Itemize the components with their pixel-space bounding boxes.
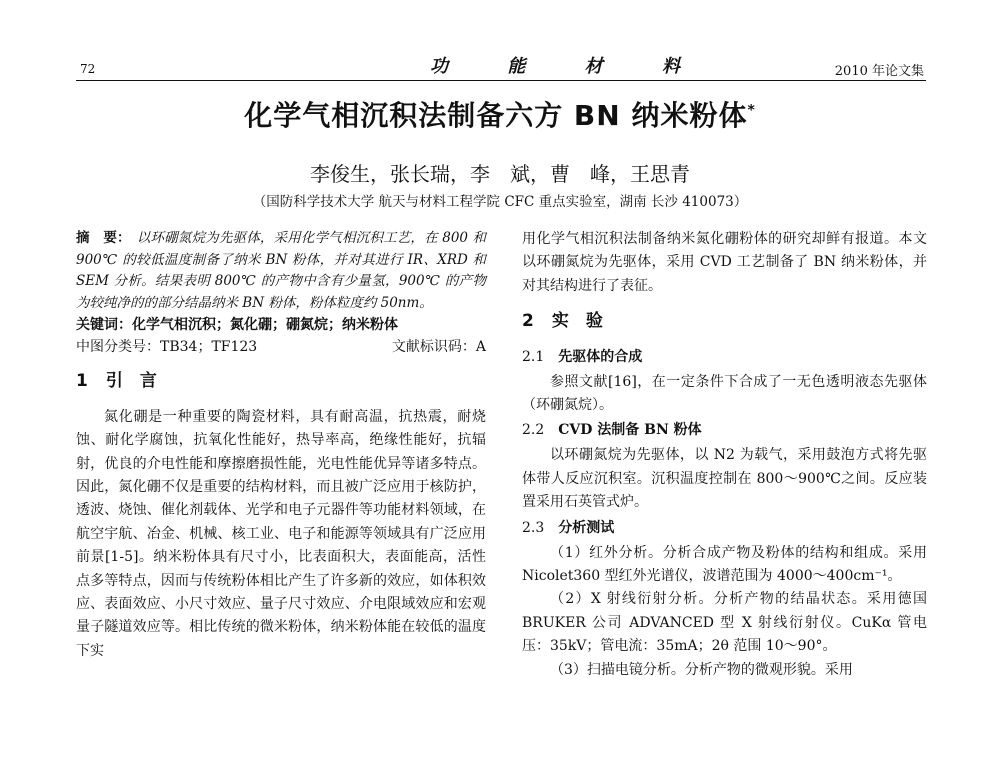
analysis-paragraph-sem: （3）扫描电镜分析。分析产物的微观形貌。采用: [550, 661, 853, 678]
analysis-paragraph-xrd: （2）X 射线衍射分析。分析产物的结晶状态。采用德国 BRUKER 公司 ADVANCED 型 X 射线衍射仪。CuKα 管电压：35kV；管电流：35mA；2θ 范围 10～90°。: [522, 591, 927, 655]
abstract-label: 摘 要：: [76, 230, 131, 246]
subsection-paragraph: 以环硼氮烷为先驱体，以 N2 为载气，采用鼓泡方式将先驱体带人反应沉积室。沉积温度控制在 800～900℃之间。反应装置采用石英管式炉。: [522, 447, 927, 511]
journal-name: [430, 52, 680, 78]
journal-char: 功: [430, 56, 448, 77]
title-footnote-mark: *: [747, 102, 756, 119]
subsection-heading: [522, 517, 927, 540]
subsection-paragraph: 参照文献[16]，在一定条件下合成了一无色透明液态先驱体（环硼氮烷）。: [522, 373, 927, 414]
section-title: 引 言: [105, 371, 157, 392]
introduction-continuation: 用化学气相沉积法制备纳米氮化硼粉体的研究却鲜有报道。本文以环硼氮烷为先驱体，采用 CVD 工艺制备了 BN 纳米粉体，并对其结构进行了表征。: [522, 231, 927, 294]
section-number: 2: [522, 311, 534, 332]
subsection-heading: [522, 346, 927, 369]
journal-char: 能: [507, 56, 526, 77]
subsection-title: 先驱体的合成: [558, 348, 643, 365]
subsection-title: 分析测试: [558, 519, 615, 536]
subsection-heading: [522, 419, 927, 442]
clc-number: 中图分类号：TB34；TF123: [76, 339, 258, 356]
classification-line: [76, 336, 486, 358]
title-text: 化学气相沉积法制备六方 BN 纳米粉体: [244, 99, 748, 132]
section-title: 实 验: [551, 311, 603, 332]
section-heading-experiment: [522, 310, 927, 333]
keywords-label: 关键词：: [76, 317, 132, 334]
page-number: 72: [80, 62, 96, 76]
collection-label: 2010 年论文集: [834, 64, 924, 79]
introduction-paragraph: 氮化硼是一种重要的陶瓷材料，具有耐高温，抗热震，耐烧蚀、耐化学腐蚀，抗氧化性能好，热导率高，绝缘性能好，抗辐射，优良的介电性能和摩擦磨损性能，光电性能优异等诸多特点。因此，氮化硼不仅是重要的结构材料，而且被广泛应用于核防护，透波、烧蚀、催化剂载体、光学和电子元器件等功能材料领域，在航空宇航、冶金、机械、核工业、电子和能源等领域具有广泛应用前景[1-5]。纳米粉体具有尺寸小，比表面积大，表面能高，活性点多等特点，因而与传统粉体相比产生了许多新的效应，如体积效应、表面效应、小尺寸效应、量子尺寸效应、介电限域效应和宏观量子隧道效应等。相比传统的微米粉体，纳米粉体能在较低的温度下实: [76, 408, 486, 659]
subsection-number: 2.2: [522, 422, 545, 439]
abstract-text: 以环硼氮烷为先驱体，采用化学气相沉积工艺，在 800 和 900℃ 的较低温度制备了纳米 BN 粉体，并对其进行 IR、XRD 和 SEM 分析。结果表明 800℃ 的产物中含有少量氢，900℃ 的产物为较纯净的的部分结晶纳米 BN 粉体，粉体粒度约 50nm。: [76, 230, 486, 311]
subsection-number: 2.3: [522, 519, 545, 536]
abstract: [76, 228, 486, 314]
section-heading-introduction: [76, 370, 486, 393]
right-column: [522, 228, 927, 682]
subsection-number: 2.1: [522, 348, 545, 365]
analysis-paragraph-ir: （1）红外分析。分析合成产物及粉体的结构和组成。采用 Nicolet360 型红外光谱仪，波谱范围为 4000～400cm⁻¹。: [522, 544, 927, 585]
header-rule: [76, 80, 926, 81]
keywords: [76, 314, 486, 336]
section-number: 1: [76, 371, 88, 392]
paper-title: [0, 94, 1000, 134]
journal-char: 材: [584, 56, 603, 77]
document-code: 文献标识码：A: [391, 339, 486, 356]
keywords-text: 化学气相沉积；氮化硼；硼氮烷；纳米粉体: [132, 317, 398, 334]
author-list: 李俊生，张长瑞，李 斌，曹 峰，王思青: [310, 162, 690, 186]
affiliation: （国防科学技术大学 航天与材料工程学院 CFC 重点实验室，湖南 长沙 410073）: [252, 194, 748, 210]
subsection-title: CVD 法制备 BN 粉体: [558, 422, 702, 439]
journal-char: 料: [661, 56, 680, 77]
left-column: [76, 228, 486, 663]
